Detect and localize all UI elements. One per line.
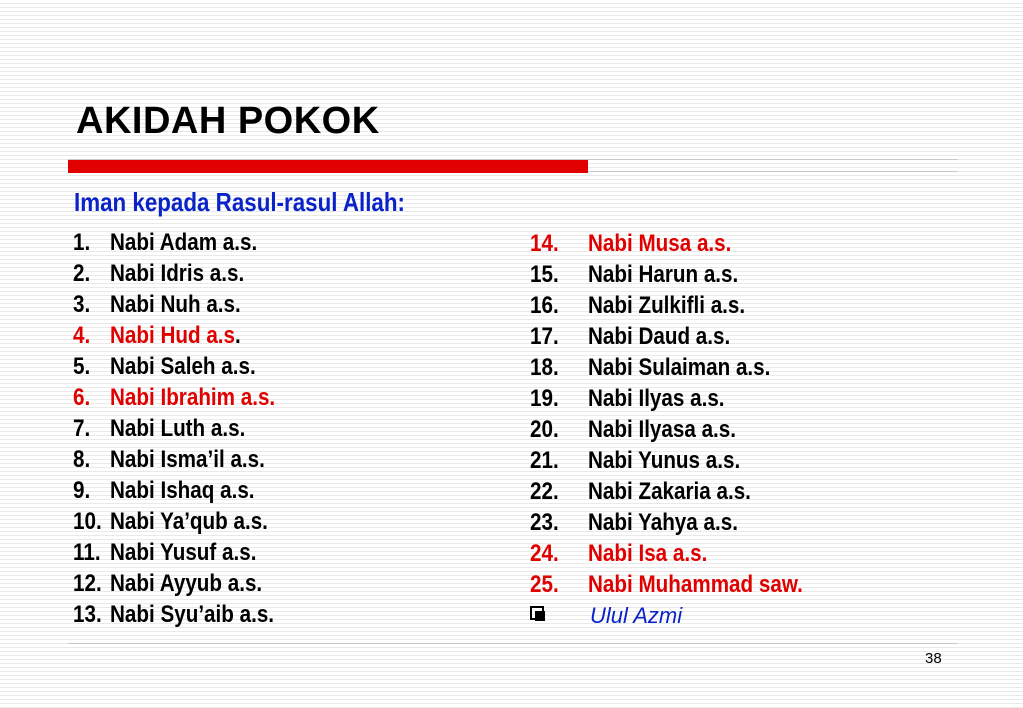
prophet-name xyxy=(588,228,731,259)
list-number: 11. xyxy=(73,539,101,566)
list-number: 24. xyxy=(530,540,559,567)
list-number: 15. xyxy=(530,261,559,288)
prophet-name-text: Nabi Sulaiman a.s. xyxy=(588,354,771,381)
prophet-name xyxy=(110,444,265,475)
prophet-name-text: Nabi Yunus a.s. xyxy=(588,447,741,474)
footer-divider-line xyxy=(68,643,958,644)
prophet-name-text: Nabi Saleh a.s. xyxy=(110,353,256,380)
prophet-name-text: Nabi Luth a.s. xyxy=(110,415,246,442)
prophet-name xyxy=(110,320,241,351)
prophet-name-text: Nabi Yusuf a.s. xyxy=(110,539,257,566)
prophet-name-text: Nabi Yahya a.s. xyxy=(588,509,738,536)
list-number: 6. xyxy=(73,384,91,411)
prophet-name xyxy=(588,321,730,352)
prophet-name-text: Nabi Ilyasa a.s. xyxy=(588,416,737,443)
prophet-name xyxy=(110,568,262,599)
list-number: 25. xyxy=(530,571,559,598)
prophet-name xyxy=(110,599,274,630)
prophet-name xyxy=(588,507,738,538)
prophet-name-text: Nabi Ishaq a.s. xyxy=(110,477,255,504)
list-number: 14. xyxy=(530,230,559,257)
list-number: 17. xyxy=(530,323,559,350)
list-number: 19. xyxy=(530,385,559,412)
list-number: 8. xyxy=(73,446,91,473)
prophet-name xyxy=(588,476,751,507)
prophet-name-text: Nabi Isma’il a.s. xyxy=(110,446,265,473)
list-number: 10. xyxy=(73,508,102,535)
list-number: 4. xyxy=(73,322,91,349)
prophet-name xyxy=(110,351,256,382)
prophet-name-text: Nabi Syu’aib a.s. xyxy=(110,601,275,628)
list-number: 21. xyxy=(530,447,559,474)
prophet-name-text: Nabi Ibrahim a.s. xyxy=(110,384,276,411)
prophet-name-text: Nabi Ilyas a.s. xyxy=(588,385,725,412)
prophet-name xyxy=(588,383,725,414)
prophet-name-text: Nabi Harun a.s. xyxy=(588,261,739,288)
prophet-name xyxy=(588,569,803,600)
prophet-name xyxy=(110,475,255,506)
prophet-name xyxy=(110,537,256,568)
prophet-name-text: Nabi Hud a.s xyxy=(110,322,236,349)
prophet-name-text: Nabi Daud a.s. xyxy=(588,323,731,350)
prophet-name-text: Nabi Nuh a.s. xyxy=(110,291,241,318)
prophet-name-text: Nabi Isa a.s. xyxy=(588,540,708,567)
prophet-name xyxy=(588,538,707,569)
prophet-name xyxy=(588,290,745,321)
list-number: 9. xyxy=(73,477,91,504)
list-number: 18. xyxy=(530,354,559,381)
list-number: 20. xyxy=(530,416,559,443)
page-number: 38 xyxy=(925,650,942,667)
prophet-name xyxy=(110,413,245,444)
prophet-name xyxy=(110,289,241,320)
list-number: 23. xyxy=(530,509,559,536)
slide-title: AKIDAH POKOK xyxy=(76,100,380,142)
prophet-name-text: Nabi Ayyub a.s. xyxy=(110,570,263,597)
prophet-name-text: Nabi Idris a.s. xyxy=(110,260,245,287)
checkbox-bullet-icon xyxy=(530,606,544,620)
prophet-name-text: Nabi Adam a.s. xyxy=(110,229,258,256)
list-number: 7. xyxy=(73,415,91,442)
list-number: 13. xyxy=(73,601,102,628)
prophet-name-text: Nabi Zulkifli a.s. xyxy=(588,292,746,319)
prophet-name xyxy=(110,382,275,413)
prophet-name xyxy=(588,445,740,476)
prophet-name-text: Nabi Musa a.s. xyxy=(588,230,732,257)
title-accent-bar xyxy=(68,160,588,173)
prophet-name-suffix: . xyxy=(235,322,241,349)
ulul-azmi-label: Ulul Azmi xyxy=(590,603,683,628)
list-number: 2. xyxy=(73,260,91,287)
prophet-name-text: Nabi Muhammad saw. xyxy=(588,571,803,598)
prophet-name-text: Nabi Ya’qub a.s. xyxy=(110,508,268,535)
section-heading: Iman kepada Rasul-rasul Allah: xyxy=(74,187,405,217)
title-divider-line-lower xyxy=(588,171,958,172)
list-number: 3. xyxy=(73,291,91,318)
prophet-name xyxy=(588,352,770,383)
prophet-name xyxy=(110,506,268,537)
prophet-name-text: Nabi Zakaria a.s. xyxy=(588,478,751,505)
prophet-name xyxy=(110,227,257,258)
list-number: 16. xyxy=(530,292,559,319)
list-number: 1. xyxy=(73,229,91,256)
prophet-name xyxy=(110,258,244,289)
prophet-name xyxy=(588,414,736,445)
list-number: 12. xyxy=(73,570,102,597)
list-number: 5. xyxy=(73,353,91,380)
prophet-name xyxy=(588,259,738,290)
list-number: 22. xyxy=(530,478,559,505)
